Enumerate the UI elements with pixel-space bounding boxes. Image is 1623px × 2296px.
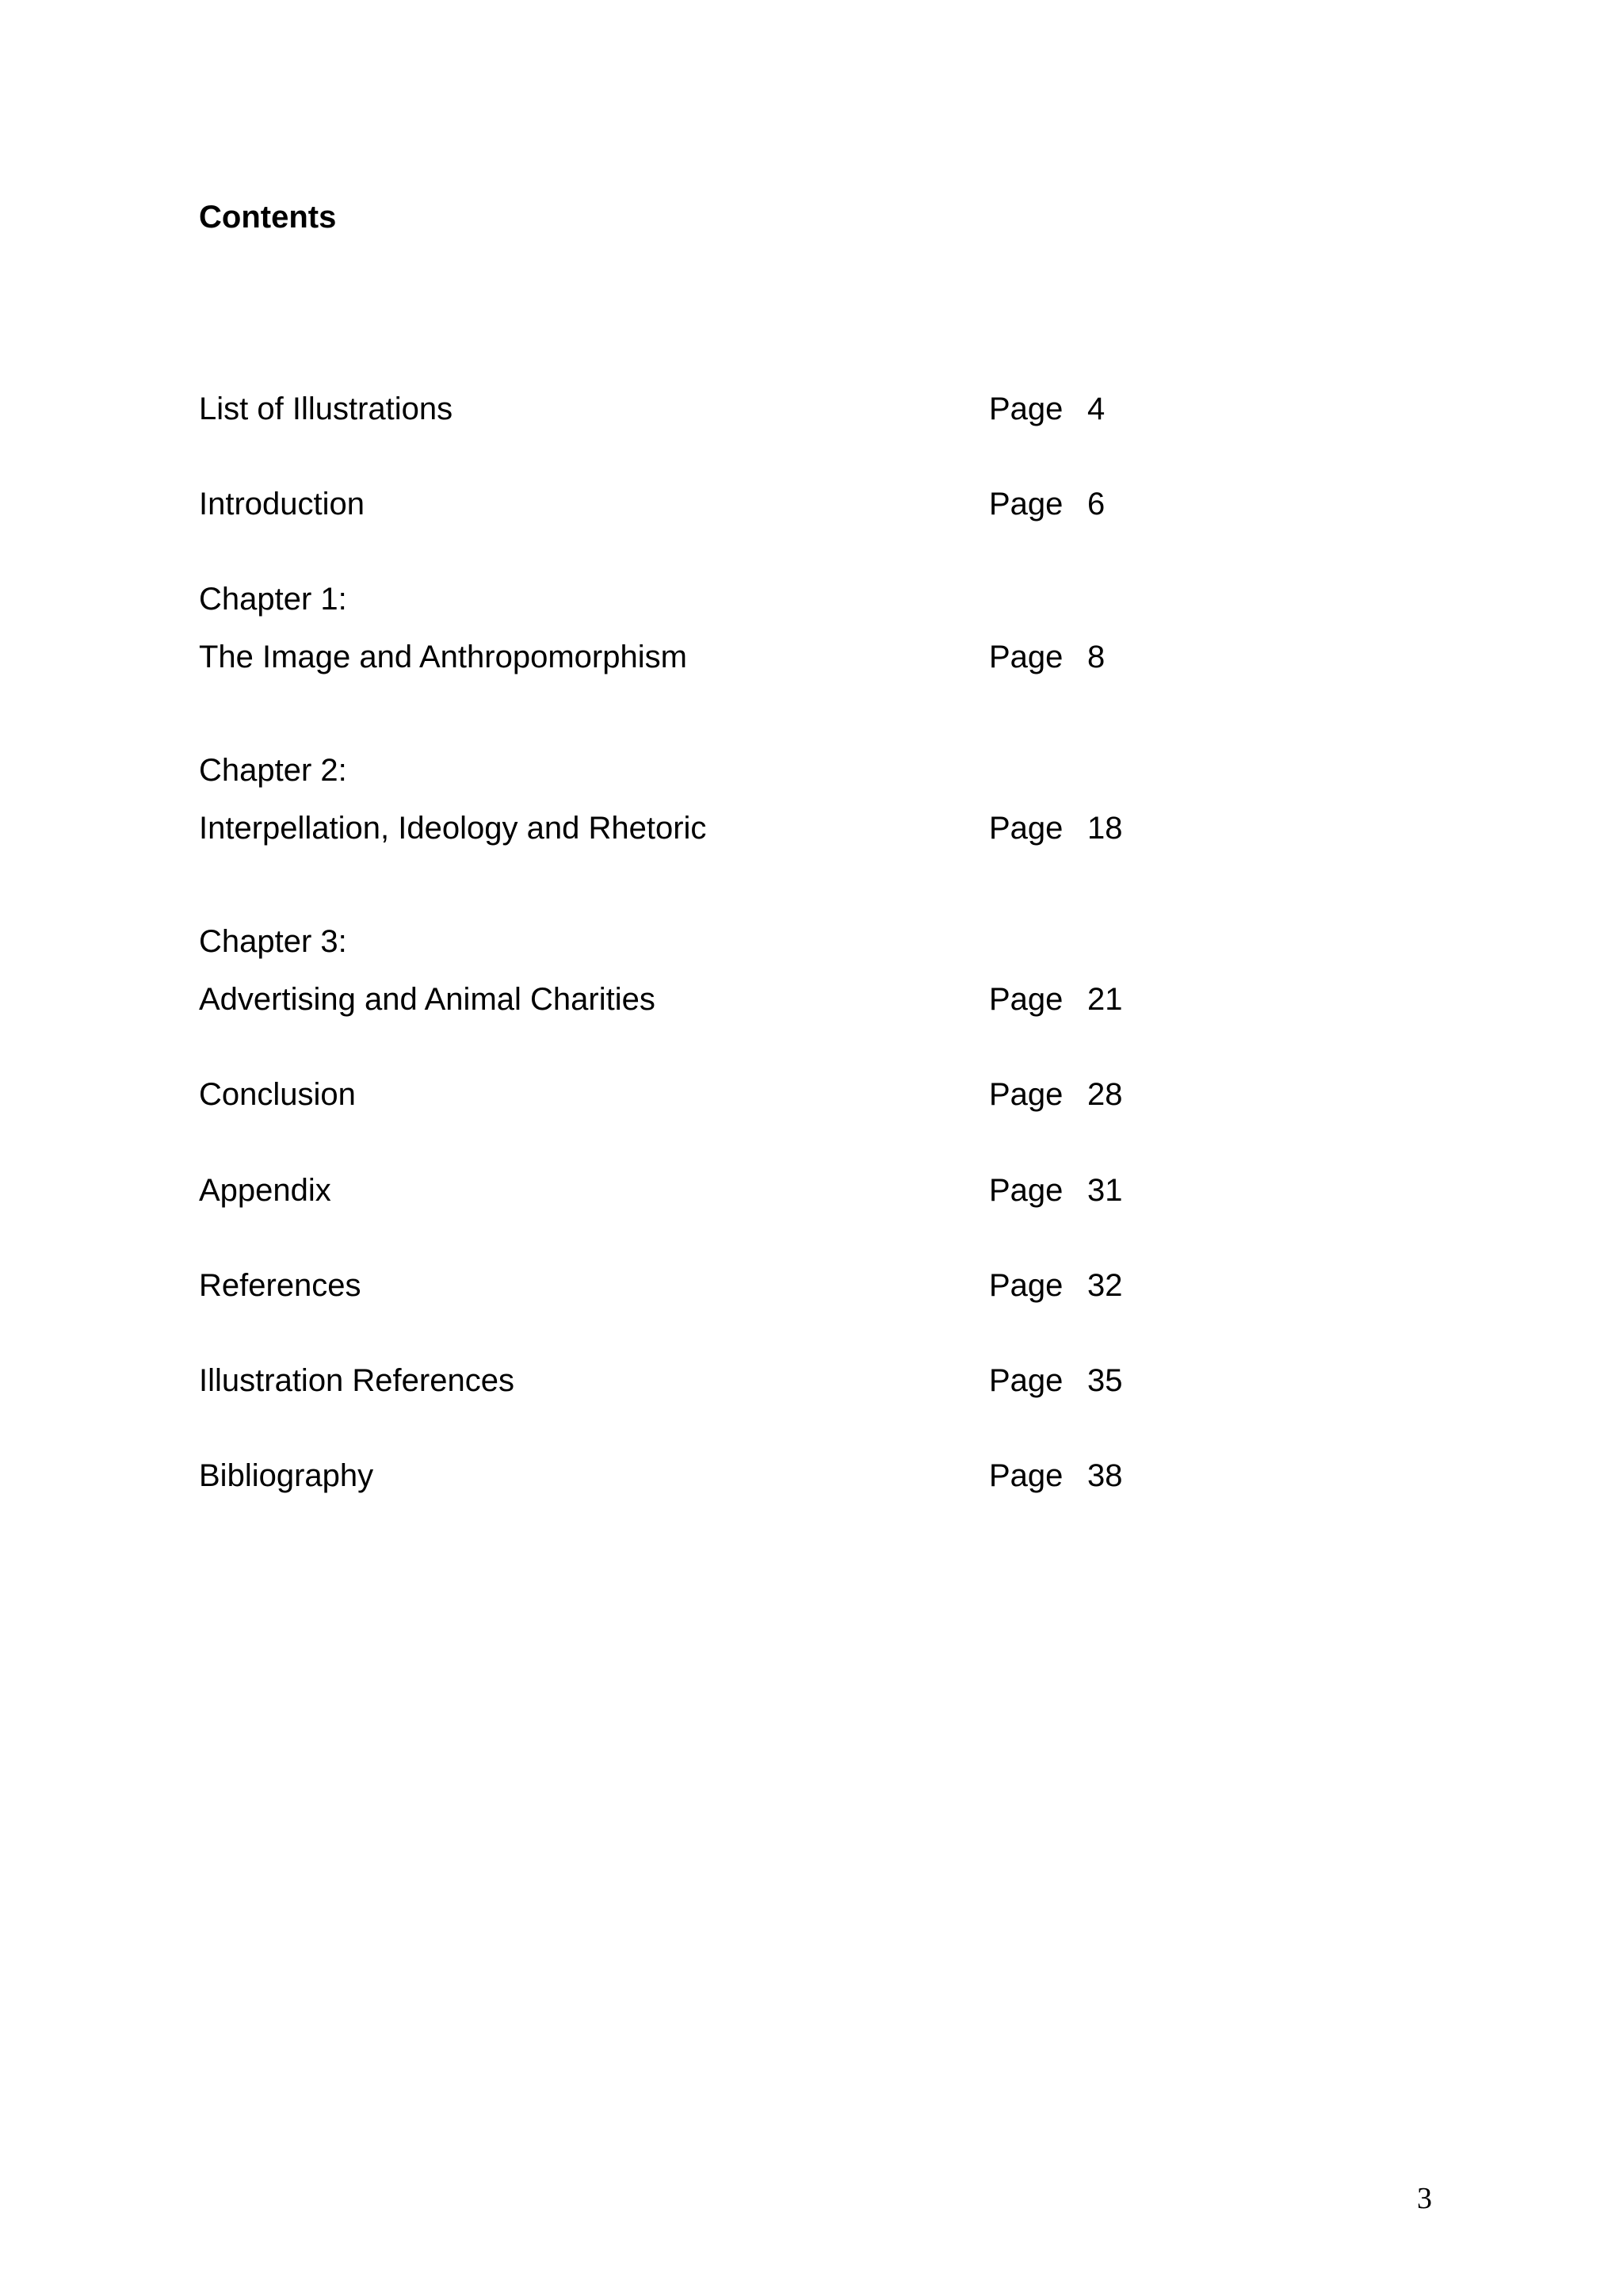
toc-entry-page-label: Page [989, 1458, 1064, 1493]
toc-entry-title: Bibliography [199, 1458, 374, 1493]
toc-entry-page-label: Page [989, 1173, 1064, 1208]
toc-entry-page-label: Page [989, 1363, 1064, 1398]
toc-entry-page-number: 6 [1087, 487, 1106, 521]
toc-entry-chapter-label: Chapter 3: [199, 924, 347, 959]
toc-entry-page-label: Page [989, 982, 1064, 1017]
toc-entry-page-number: 35 [1087, 1363, 1123, 1398]
toc-entry-page-label: Page [989, 1268, 1064, 1303]
toc-entry-title: The Image and Anthropomorphism [199, 640, 687, 674]
toc-entry-title: References [199, 1268, 361, 1303]
toc-entry-title: Advertising and Animal Charities [199, 982, 655, 1017]
toc-entry-title: Introduction [199, 487, 365, 521]
toc-entry-title: Appendix [199, 1173, 331, 1208]
toc-entry-page-number: 21 [1087, 982, 1123, 1017]
toc-entry-page-label: Page [989, 811, 1064, 846]
toc-entry-page-label: Page [989, 487, 1064, 521]
toc-entry-page-number: 8 [1087, 640, 1106, 674]
toc-entry-page-number: 28 [1087, 1077, 1123, 1112]
toc-entry-title: List of Illustrations [199, 392, 453, 426]
toc-entry-page-number: 32 [1087, 1268, 1123, 1303]
toc-entry-title: Conclusion [199, 1077, 356, 1112]
toc-entry-page-number: 4 [1087, 392, 1106, 426]
toc-entry-page-number: 31 [1087, 1173, 1123, 1208]
contents-heading: Contents [199, 200, 337, 235]
toc-entry-chapter-label: Chapter 1: [199, 582, 347, 617]
toc-entry-page-label: Page [989, 640, 1064, 674]
toc-entry-chapter-label: Chapter 2: [199, 753, 347, 788]
toc-entry-page-label: Page [989, 392, 1064, 426]
toc-entry-title: Illustration References [199, 1363, 514, 1398]
toc-entry-page-number: 18 [1087, 811, 1123, 846]
toc-entry-title: Interpellation, Ideology and Rhetoric [199, 811, 707, 846]
toc-entry-page-label: Page [989, 1077, 1064, 1112]
page-number: 3 [1417, 2182, 1432, 2215]
toc-entry-page-number: 38 [1087, 1458, 1123, 1493]
